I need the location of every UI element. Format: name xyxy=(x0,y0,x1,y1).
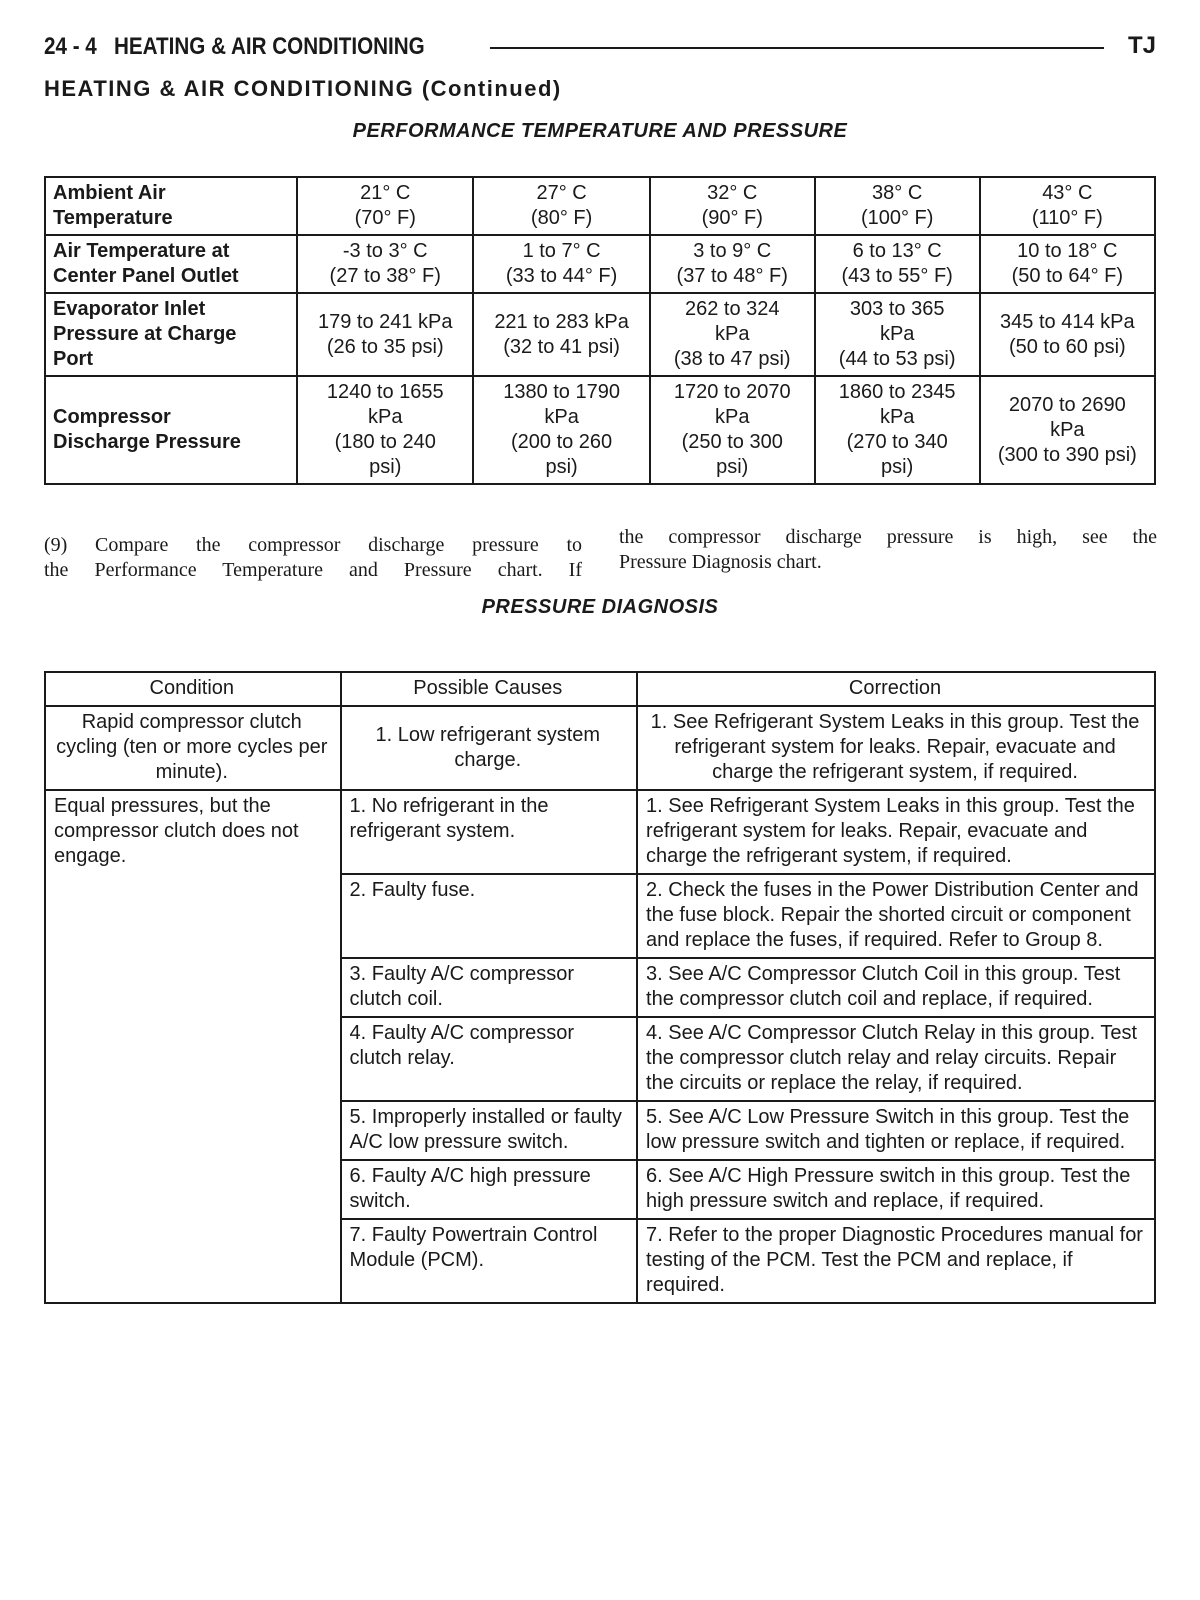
correction-cell: 1. See Refrigerant System Leaks in this group. Test the refrigerant system for leaks. Repair, evacuate and charge the refrigerant system, if required. xyxy=(637,706,1155,790)
value-line: kPa xyxy=(879,406,915,428)
value-cell xyxy=(980,293,1155,376)
row-label-line: Center Panel Outlet xyxy=(53,265,239,287)
value-line: 221 to 283 kPa xyxy=(494,310,629,333)
performance-row xyxy=(45,235,1155,293)
value-line: kPa xyxy=(879,323,915,345)
value-line: (180 to 240 xyxy=(334,431,436,453)
value-cell xyxy=(473,177,649,235)
value-cell xyxy=(650,293,815,376)
value-cell xyxy=(473,376,649,484)
value-cell xyxy=(980,376,1155,484)
column-header: Correction xyxy=(637,672,1155,706)
correction-cell: 1. See Refrigerant System Leaks in this group. Test the refrigerant system for leaks. Repair, evacuate and charge the refrigerant system, if required. xyxy=(637,790,1155,874)
paragraph-line: Pressure Diagnosis chart. xyxy=(619,551,822,573)
value-line: (270 to 340 xyxy=(846,431,948,453)
row-label xyxy=(45,376,297,484)
performance-table-title: PERFORMANCE TEMPERATURE AND PRESSURE xyxy=(352,120,848,142)
diagnosis-header-row xyxy=(45,672,1155,706)
condition-cell: Equal pressures, but the compressor clutch does not engage. xyxy=(45,790,341,1303)
value-cell xyxy=(473,235,649,293)
paragraph-line: the compressor discharge pressure is high, see the xyxy=(619,526,1157,548)
cause-cell: 4. Faulty A/C compressor clutch relay. xyxy=(341,1017,638,1101)
row-label xyxy=(45,235,297,293)
row-label xyxy=(45,177,297,235)
value-line: psi) xyxy=(545,456,578,478)
value-cell xyxy=(297,235,473,293)
value-line: (300 to 390 psi) xyxy=(997,443,1137,466)
page-header xyxy=(44,32,1156,62)
chapter-title: HEATING & AIR CONDITIONING xyxy=(113,33,425,60)
performance-row xyxy=(45,177,1155,235)
page-number-and-chapter xyxy=(44,33,425,61)
value-line: kPa xyxy=(544,406,579,428)
cause-cell: 3. Faulty A/C compressor clutch coil. xyxy=(341,958,638,1017)
diagnosis-row xyxy=(45,706,1155,790)
value-line: psi) xyxy=(716,456,749,478)
correction-cell: 7. Refer to the proper Diagnostic Procedures manual for testing of the PCM. Test the PCM and replace, if required. xyxy=(637,1219,1155,1303)
value-line: (200 to 260 xyxy=(510,431,613,453)
cause-cell: 7. Faulty Powertrain Control Module (PCM). xyxy=(341,1219,638,1303)
value-cell xyxy=(297,293,473,376)
value-cell xyxy=(815,376,980,484)
value-line: (27 to 38° F) xyxy=(329,265,441,287)
value-line: (50 to 60 psi) xyxy=(1008,335,1126,358)
value-line: 2070 to 2690 xyxy=(1008,393,1126,416)
paragraph-line: the Performance Temperature and Pressure chart. If xyxy=(44,559,582,581)
correction-cell: 6. See A/C High Pressure switch in this group. Test the high pressure switch and replace, if required. xyxy=(637,1160,1155,1219)
row-label-line: Discharge Pressure xyxy=(53,431,241,453)
value-line: 6 to 13° C xyxy=(852,240,942,262)
diagnosis-table xyxy=(44,671,1156,1304)
value-line: 21° C xyxy=(360,182,411,204)
value-cell xyxy=(297,177,473,235)
row-label xyxy=(45,293,297,376)
value-line: -3 to 3° C xyxy=(342,240,428,262)
row-label-line: Ambient Air xyxy=(53,182,166,204)
value-cell xyxy=(650,177,815,235)
value-line: 10 to 18° C xyxy=(1017,240,1118,262)
row-label-line: Pressure at Charge xyxy=(53,323,237,345)
value-line: 1240 to 1655 xyxy=(326,381,444,403)
page-number: 24 - 4 xyxy=(44,33,97,60)
condition-cell: Rapid compressor clutch cycling (ten or more cycles per minute). xyxy=(45,706,341,790)
correction-cell: 5. See A/C Low Pressure Switch in this group. Test the low pressure switch and tighten or replace, if required. xyxy=(637,1101,1155,1160)
value-line: (38 to 47 psi) xyxy=(673,348,791,370)
model-code: TJ xyxy=(1127,32,1156,59)
value-line: (37 to 48° F) xyxy=(676,265,788,287)
value-line: 32° C xyxy=(707,182,758,204)
value-line: kPa xyxy=(368,406,403,428)
performance-table xyxy=(44,176,1156,485)
value-line: 1 to 7° C xyxy=(522,240,601,262)
value-line: (50 to 64° F) xyxy=(1011,265,1124,287)
row-label-line: Evaporator Inlet xyxy=(53,298,206,320)
value-line: kPa xyxy=(1050,418,1085,441)
column-header: Condition xyxy=(45,672,341,706)
cause-cell: 5. Improperly installed or faulty A/C low pressure switch. xyxy=(341,1101,638,1160)
value-line: 43° C xyxy=(1042,182,1093,204)
value-line: (100° F) xyxy=(860,207,934,229)
value-line: (32 to 41 psi) xyxy=(503,335,620,358)
value-line: 1380 to 1790 xyxy=(503,381,620,403)
paragraph-line: (9) Compare the compressor discharge pressure to xyxy=(44,534,582,556)
value-line: (90° F) xyxy=(701,207,763,229)
value-line: (70° F) xyxy=(354,207,416,229)
row-label-line: Compressor xyxy=(53,406,171,428)
row-label-line: Port xyxy=(53,348,93,370)
value-cell xyxy=(815,177,980,235)
value-line: (43 to 55° F) xyxy=(841,265,953,287)
value-line: (26 to 35 psi) xyxy=(326,335,444,358)
value-line: 27° C xyxy=(536,182,587,204)
value-cell xyxy=(650,376,815,484)
value-line: (110° F) xyxy=(1031,207,1103,229)
value-line: (44 to 53 psi) xyxy=(838,348,956,370)
column-header: Possible Causes xyxy=(341,672,638,706)
value-line: (80° F) xyxy=(530,207,593,229)
value-cell xyxy=(815,235,980,293)
value-line: 38° C xyxy=(872,182,923,204)
row-label-line: Air Temperature at xyxy=(53,240,230,262)
correction-cell: 3. See A/C Compressor Clutch Coil in this group. Test the compressor clutch coil and replace, if required. xyxy=(637,958,1155,1017)
value-line: 1860 to 2345 xyxy=(838,381,956,403)
header-rule xyxy=(490,47,1104,49)
value-line: 262 to 324 xyxy=(684,298,780,320)
value-line: 303 to 365 xyxy=(849,298,945,320)
value-cell xyxy=(650,235,815,293)
value-line: (33 to 44° F) xyxy=(505,265,618,287)
value-cell xyxy=(815,293,980,376)
value-line: 1720 to 2070 xyxy=(673,381,791,403)
correction-cell: 2. Check the fuses in the Power Distribution Center and the fuse block. Repair the shorted circuit or component and replace the fuses, if required. Refer to Group 8. xyxy=(637,874,1155,958)
cause-cell: 1. Low refrigerant system charge. xyxy=(341,706,638,790)
diagnosis-row xyxy=(45,790,1155,874)
performance-row xyxy=(45,293,1155,376)
row-label-line: Temperature xyxy=(53,207,173,229)
diagnosis-table-title: PRESSURE DIAGNOSIS xyxy=(481,596,719,618)
value-line: (250 to 300 xyxy=(681,431,783,453)
value-line: kPa xyxy=(715,406,750,428)
value-line: 179 to 241 kPa xyxy=(317,310,453,333)
value-line: 3 to 9° C xyxy=(693,240,772,262)
value-line: kPa xyxy=(715,323,750,345)
section-title: HEATING & AIR CONDITIONING (Continued) xyxy=(44,76,562,101)
value-line: psi) xyxy=(369,456,402,478)
value-cell xyxy=(297,376,473,484)
value-line: 345 to 414 kPa xyxy=(1000,310,1135,333)
cause-cell: 1. No refrigerant in the refrigerant system. xyxy=(341,790,638,874)
value-cell xyxy=(980,235,1155,293)
paragraph-left xyxy=(44,533,582,583)
value-cell xyxy=(980,177,1155,235)
paragraph-right xyxy=(619,525,1157,575)
performance-row xyxy=(45,376,1155,484)
correction-cell: 4. See A/C Compressor Clutch Relay in this group. Test the compressor clutch relay and relay circuits. Repair the circuits or replace the relay, if required. xyxy=(637,1017,1155,1101)
value-cell xyxy=(473,293,649,376)
value-line: psi) xyxy=(881,456,914,478)
cause-cell: 6. Faulty A/C high pressure switch. xyxy=(341,1160,638,1219)
cause-cell: 2. Faulty fuse. xyxy=(341,874,638,958)
